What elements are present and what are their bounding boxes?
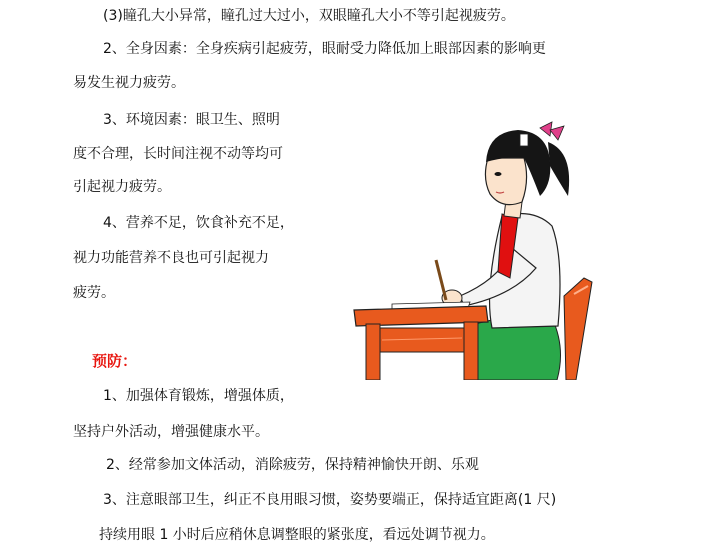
text-line-exercise: 1、加强体育锻炼，增强体质， <box>103 388 294 404</box>
chair <box>564 278 592 380</box>
text-line-nutrition-cont1: 视力功能营养不良也可引起视力 <box>73 250 269 266</box>
text-line-environment-cont1: 度不合理，长时间注视不动等均可 <box>73 146 283 162</box>
text-line-activities: 2、经常参加文体活动，消除疲劳，保持精神愉快开朗、乐观 <box>106 457 479 473</box>
text-line-nutrition-cont2: 疲劳。 <box>73 285 115 301</box>
ponytail <box>548 142 569 196</box>
text-line-environment-cont2: 引起视力疲劳。 <box>73 179 171 195</box>
text-line-eye-hygiene: 3、注意眼部卫生，纠正不良用眼习惯，姿势要端正，保持适宜距离(1 尺) <box>103 492 557 508</box>
text-line-environment: 3、环境因素：眼卫生、照明 <box>103 112 280 128</box>
text-line-pupil: (3)瞳孔大小异常，瞳孔过大过小，双眼瞳孔大小不等引起视疲劳。 <box>103 8 515 24</box>
hair-bow <box>540 122 564 140</box>
girl-writing-illustration <box>352 118 602 380</box>
prevention-heading: 预防： <box>92 352 138 370</box>
pencil <box>436 260 446 300</box>
text-line-eye-hygiene-cont: 持续用眼 1 小时后应稍休息调整眼的紧张度，看远处调节视力。 <box>99 527 495 543</box>
text-line-nutrition: 4、营养不足，饮食补充不足， <box>103 215 294 231</box>
face <box>485 158 526 205</box>
text-line-systemic-cont: 易发生视力疲劳。 <box>73 75 185 91</box>
text-line-exercise-cont: 坚持户外活动，增强健康水平。 <box>73 424 269 440</box>
text-line-systemic-factors: 2、全身因素：全身疾病引起疲劳，眼耐受力降低加上眼部因素的影响更 <box>103 41 546 57</box>
